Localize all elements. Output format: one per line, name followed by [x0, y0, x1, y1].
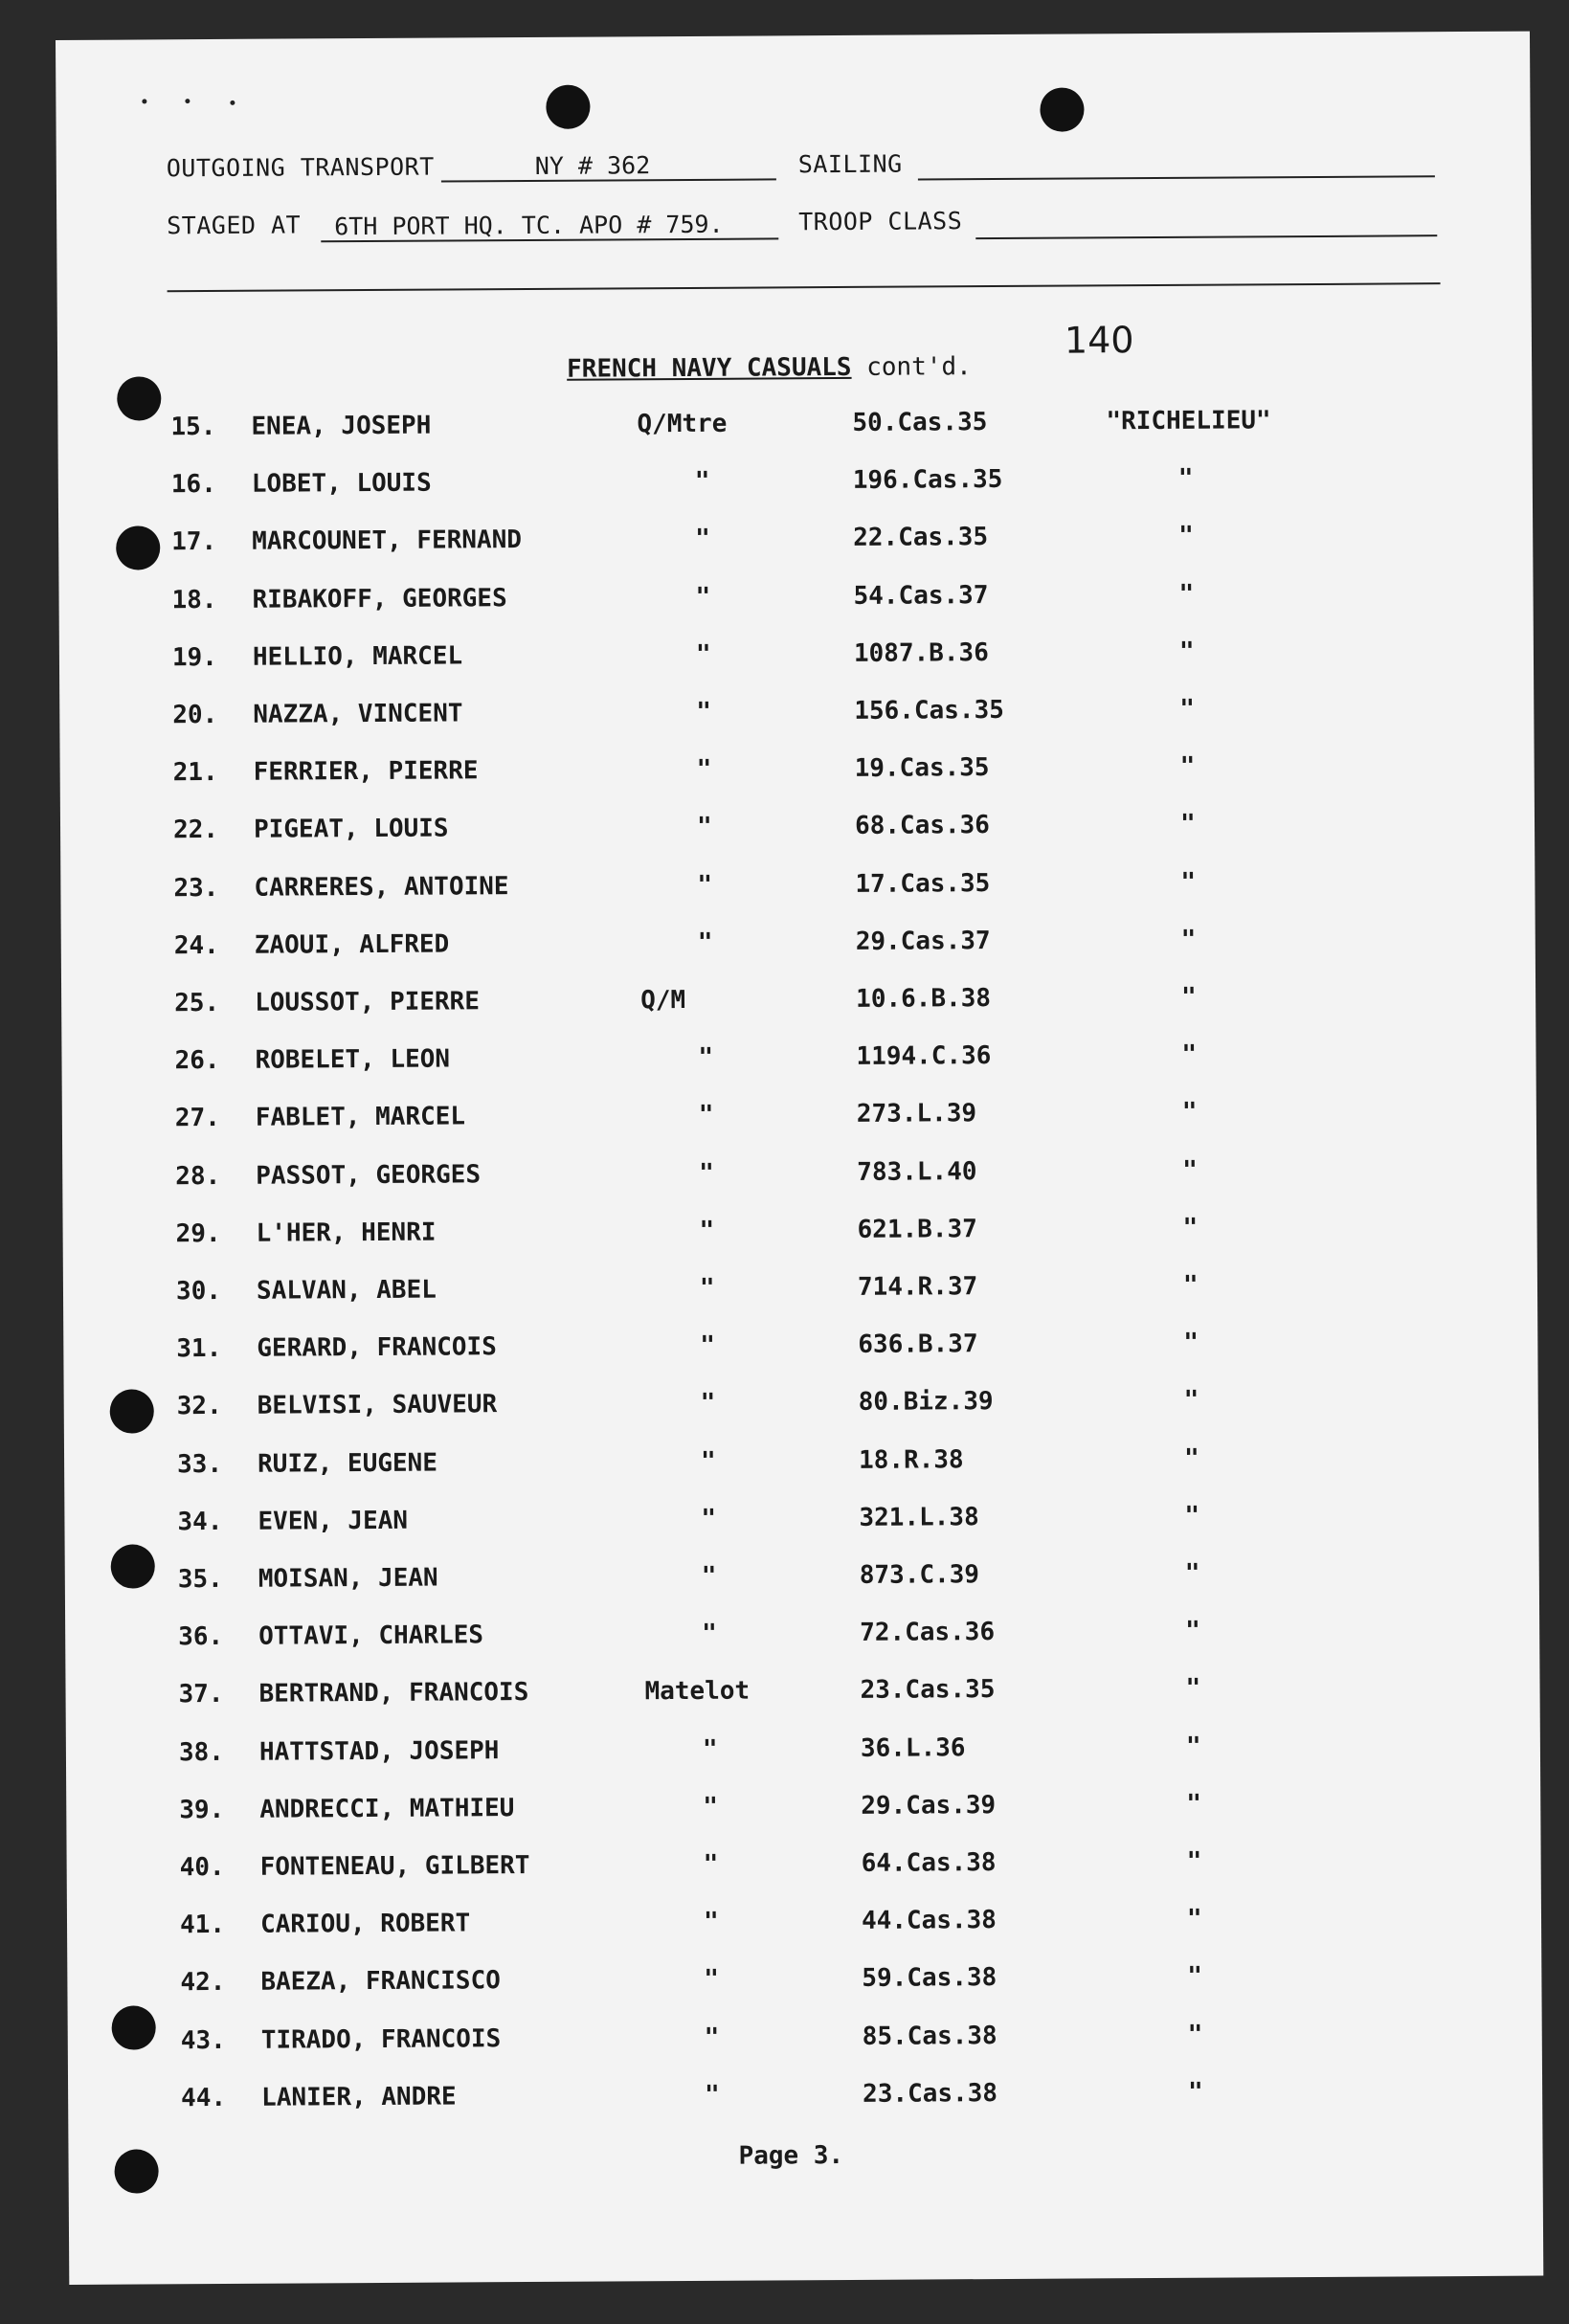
entry-number: 24. [173, 930, 219, 961]
registration-number: 29.Cas.39 [861, 1790, 997, 1821]
registration-number: 22.Cas.35 [853, 523, 989, 553]
punch-hole [546, 85, 590, 129]
person-name: BERTRAND, FRANCOIS [258, 1678, 529, 1709]
person-name: FONTENEAU, GILBERT [259, 1851, 530, 1882]
registration-number: 1194.C.36 [856, 1041, 992, 1072]
person-name: ENEA, JOSEPH [251, 411, 432, 441]
entry-number: 28. [175, 1161, 221, 1191]
registration-number: 873.C.39 [859, 1560, 980, 1590]
person-name: GERARD, FRANCOIS [257, 1332, 497, 1363]
rank: " [695, 525, 710, 554]
rank: " [696, 697, 712, 726]
person-name: PASSOT, GEORGES [256, 1159, 482, 1191]
ship-name: " [1182, 1270, 1199, 1300]
registration-number: 72.Cas.36 [860, 1618, 996, 1648]
person-name: MARCOUNET, FERNAND [252, 525, 523, 557]
entry-number: 22. [172, 816, 219, 845]
rank: Matelot [644, 1676, 751, 1707]
roster-row [59, 635, 1534, 682]
person-name: CARRERES, ANTOINE [254, 871, 509, 903]
rank: " [703, 1907, 719, 1937]
registration-number: 636.B.37 [858, 1330, 978, 1360]
person-name: PIGEAT, LOUIS [253, 814, 449, 845]
roster-row [68, 2018, 1542, 2065]
roster-row [62, 1096, 1536, 1143]
entry-number: 35. [177, 1564, 223, 1595]
person-name: FERRIER, PIERRE [253, 756, 479, 787]
roster-row [67, 1960, 1541, 2007]
entry-number: 33. [176, 1449, 223, 1479]
ship-name: " [1178, 637, 1195, 666]
registration-number: 196.Cas.35 [852, 465, 1003, 496]
registration-number: 19.Cas.35 [854, 753, 990, 784]
roster-row [64, 1384, 1538, 1431]
person-name: SALVAN, ABEL [256, 1275, 437, 1306]
rank: " [699, 1273, 715, 1303]
entry-number: 17. [171, 527, 217, 557]
roster-row [61, 1039, 1535, 1085]
entry-number: 21. [172, 758, 218, 788]
registration-number: 50.Cas.35 [852, 408, 988, 437]
rank: " [696, 813, 712, 842]
rank: " [700, 1389, 716, 1419]
ship-name: " [1184, 1558, 1200, 1588]
registration-number: 59.Cas.38 [862, 1963, 997, 1994]
rank: " [700, 1446, 716, 1476]
rank: Q/M [640, 985, 686, 1016]
registration-number: 85.Cas.38 [862, 2021, 997, 2051]
registration-number: 44.Cas.38 [861, 1906, 997, 1936]
section-title-main: FRENCH NAVY CASUALS [567, 352, 852, 384]
entry-number: 18. [171, 585, 217, 615]
roster-row [63, 1269, 1537, 1316]
person-name: MOISAN, JEAN [258, 1563, 438, 1594]
entry-number: 32. [176, 1392, 222, 1421]
entry-number: 43. [180, 2025, 226, 2055]
header-divider [168, 282, 1441, 292]
roster-row [62, 1153, 1536, 1200]
entry-number: 44. [181, 2083, 227, 2113]
registration-number: 17.Cas.35 [855, 868, 991, 899]
person-name: HELLIO, MARCEL [252, 641, 463, 672]
roster-row [58, 462, 1533, 509]
person-name: RUIZ, EUGENE [257, 1448, 438, 1479]
person-name: HATTSTAD, JOSEPH [258, 1735, 500, 1767]
roster-row [60, 750, 1535, 797]
ship-name: " [1185, 1732, 1201, 1761]
document-page [56, 32, 1543, 2285]
ship-name: " [1182, 1213, 1199, 1242]
roster-row [64, 1441, 1538, 1488]
roster-row [58, 520, 1533, 567]
troop-class-label: TROOP CLASS [798, 207, 963, 236]
person-name: LOUSSOT, PIERRE [255, 987, 481, 1017]
entry-number: 25. [174, 988, 220, 1018]
registration-number: 23.Cas.35 [860, 1675, 996, 1706]
punch-hole [114, 2149, 158, 2193]
sailing-value [918, 146, 1435, 180]
registration-number: 1087.B.36 [853, 637, 989, 668]
rank: " [698, 1043, 714, 1073]
entry-number: 30. [175, 1276, 222, 1307]
registration-number: 783.L.40 [857, 1156, 977, 1187]
rank: " [703, 1792, 719, 1821]
roster-row [66, 1730, 1540, 1777]
ship-name: " [1183, 1386, 1199, 1416]
ship-name: " [1188, 2077, 1203, 2107]
person-name: BELVISI, SAUVEUR [257, 1390, 498, 1421]
roster-row [65, 1557, 1539, 1604]
rank: " [701, 1504, 717, 1533]
person-name: ROBELET, LEON [255, 1044, 451, 1075]
rank: " [705, 2080, 720, 2110]
roster-row [65, 1615, 1539, 1662]
registration-number: 621.B.37 [857, 1214, 977, 1244]
entry-number: 36. [178, 1622, 224, 1652]
entry-number: 29. [175, 1218, 221, 1249]
ship-name: " [1181, 1039, 1198, 1070]
person-name: NAZZA, VINCENT [253, 699, 463, 729]
page-number: Page 3. [738, 2141, 844, 2171]
registration-number: 714.R.37 [857, 1272, 978, 1302]
rank: " [696, 755, 712, 785]
ship-name: " [1185, 1616, 1200, 1646]
speck [230, 101, 235, 105]
person-name: ZAOUI, ALFRED [254, 929, 450, 960]
person-name: OTTAVI, CHARLES [258, 1620, 484, 1651]
ship-name: " [1184, 1501, 1200, 1531]
rank: " [697, 927, 713, 957]
ship-name: " [1179, 751, 1196, 782]
rank: " [699, 1158, 714, 1188]
person-name: ANDRECCI, MATHIEU [259, 1793, 515, 1824]
roster-row [64, 1499, 1538, 1546]
ship-name: " [1179, 694, 1196, 724]
ship-name: "RICHELIEU" [1106, 406, 1271, 436]
registration-number: 23.Cas.38 [863, 2078, 998, 2109]
ship-name: " [1183, 1328, 1199, 1358]
registration-number: 156.Cas.35 [854, 695, 1004, 726]
roster-row [61, 981, 1535, 1028]
roster-row [67, 1903, 1541, 1950]
speck [142, 99, 146, 103]
ship-name: " [1181, 982, 1197, 1012]
entry-number: 19. [171, 642, 218, 673]
ship-name: " [1177, 463, 1194, 494]
entry-number: 37. [178, 1680, 224, 1709]
outgoing-transport-value: NY # 362 [441, 150, 776, 182]
registration-number: 10.6.B.38 [856, 984, 992, 1014]
person-name: TIRADO, FRANCOIS [260, 2023, 502, 2055]
entry-number: 42. [180, 1968, 226, 1998]
registration-number: 64.Cas.38 [861, 1848, 997, 1878]
rank: " [704, 2022, 720, 2052]
roster-row [63, 1211, 1537, 1258]
section-title [567, 352, 972, 384]
roster-row [60, 865, 1535, 912]
roster-row [65, 1672, 1539, 1719]
speck [185, 99, 190, 103]
entry-number: 40. [179, 1852, 225, 1883]
person-name: LANIER, ANDRE [261, 2082, 457, 2112]
roster-row [68, 2075, 1542, 2122]
person-name: FABLET, MARCEL [255, 1102, 466, 1133]
registration-number: 36.L.36 [860, 1732, 966, 1763]
ship-name: " [1183, 1443, 1199, 1473]
entry-number: 41. [179, 1911, 226, 1940]
registration-number: 68.Cas.36 [854, 811, 991, 841]
ship-name: " [1180, 925, 1197, 954]
roster-row [58, 577, 1533, 624]
ship-name: " [1182, 1155, 1198, 1185]
ship-name: " [1186, 1904, 1202, 1934]
sailing-label: SAILING [797, 149, 903, 179]
ship-name: " [1178, 579, 1195, 609]
rank: Q/Mtre [637, 409, 728, 439]
rank: " [700, 1331, 716, 1361]
rank: " [697, 870, 713, 900]
ship-name: " [1180, 867, 1197, 897]
punch-hole [1040, 87, 1084, 131]
rank: " [695, 639, 711, 669]
rank: " [702, 1619, 717, 1649]
roster-row [66, 1787, 1540, 1834]
ship-name: " [1185, 1674, 1201, 1704]
rank: " [699, 1216, 715, 1245]
entry-number: 15. [170, 412, 216, 442]
entry-number: 27. [174, 1104, 220, 1133]
entry-number: 31. [176, 1334, 222, 1364]
ship-name: " [1181, 1098, 1198, 1128]
entry-number: 38. [178, 1737, 224, 1767]
folio-number: 140 [1064, 319, 1134, 362]
registration-number: 29.Cas.37 [855, 926, 991, 956]
entry-number: 26. [174, 1046, 220, 1076]
roster-row [57, 405, 1532, 452]
registration-number: 273.L.39 [856, 1099, 977, 1129]
staged-at-label: STAGED AT [167, 211, 302, 240]
roster-row [59, 693, 1534, 740]
outgoing-transport-label: OUTGOING TRANSPORT [166, 152, 435, 183]
section-title-suffix: cont'd. [866, 352, 972, 382]
ship-name: " [1179, 810, 1196, 839]
rank: " [694, 467, 710, 497]
person-name: CARIOU, ROBERT [259, 1909, 471, 1939]
ship-name: " [1186, 1789, 1202, 1819]
registration-number: 80.Biz.39 [858, 1387, 994, 1418]
registration-number: 321.L.38 [859, 1502, 979, 1532]
ship-name: " [1187, 1962, 1203, 1992]
staged-at-value: 6TH PORT HQ. TC. APO # 759. [321, 210, 778, 242]
entry-number: 34. [177, 1507, 223, 1537]
person-name: EVEN, JEAN [258, 1506, 409, 1536]
rank: " [698, 1101, 714, 1130]
person-name: BAEZA, FRANCISCO [260, 1966, 501, 1998]
ship-name: " [1187, 2020, 1203, 2049]
roster-row [60, 808, 1535, 855]
ship-name: " [1186, 1846, 1202, 1876]
rank: " [695, 582, 711, 612]
roster-row [67, 1845, 1541, 1892]
troop-class-value [975, 206, 1437, 239]
person-name: L'HER, HENRI [256, 1218, 437, 1248]
rank: " [701, 1561, 717, 1591]
entry-number: 23. [173, 873, 219, 903]
entry-number: 39. [179, 1795, 225, 1825]
entry-number: 20. [172, 700, 218, 730]
registration-number: 54.Cas.37 [853, 580, 989, 611]
ship-name: " [1178, 522, 1194, 551]
rank: " [703, 1849, 719, 1879]
person-name: RIBAKOFF, GEORGES [252, 583, 507, 615]
rank: " [704, 1965, 720, 1995]
roster-row [61, 923, 1535, 970]
registration-number: 18.R.38 [858, 1444, 964, 1475]
roster-row [63, 1327, 1537, 1374]
entry-number: 16. [170, 470, 216, 500]
rank: " [702, 1734, 718, 1764]
person-name: LOBET, LOUIS [251, 468, 432, 499]
